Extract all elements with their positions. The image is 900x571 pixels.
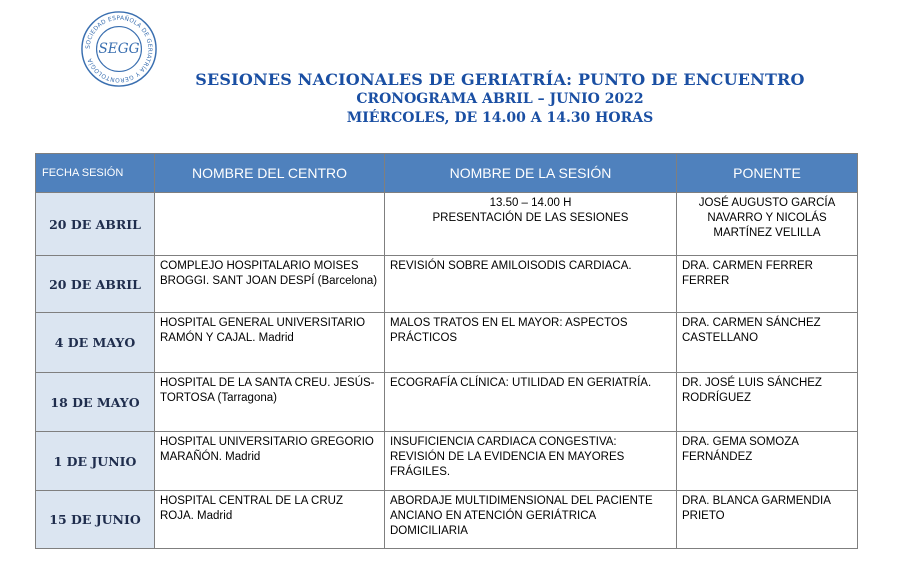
schedule-table: [35, 153, 858, 549]
session-date: 15 DE JUNIO: [36, 491, 155, 549]
session-date: 1 DE JUNIO: [36, 432, 155, 491]
speaker-name: JOSÉ AUGUSTO GARCÍA NAVARRO Y NICOLÁS MARTÍNEZ VELILLA: [677, 193, 858, 256]
table-row: [36, 373, 858, 432]
center-name: HOSPITAL CENTRAL DE LA CRUZ ROJA. Madrid: [155, 491, 385, 549]
session-date: 4 DE MAYO: [36, 313, 155, 373]
logo-ring-text: SOCIEDAD ESPAÑOLA DE GERIATRÍA Y GERONTOLOGÍA: [85, 15, 153, 83]
session-name: ECOGRAFÍA CLÍNICA: UTILIDAD EN GERIATRÍA.: [385, 373, 677, 432]
center-name: HOSPITAL DE LA SANTA CREU. JESÚS-TORTOSA (Tarragona): [155, 373, 385, 432]
session-name: INSUFICIENCIA CARDIACA CONGESTIVA: REVISIÓN DE LA EVIDENCIA EN MAYORES FRÁGILES.: [385, 432, 677, 491]
column-header-session: NOMBRE DE LA SESIÓN: [385, 154, 677, 193]
session-date: 18 DE MAYO: [36, 373, 155, 432]
table-row: [36, 256, 858, 313]
session-name: REVISIÓN SOBRE AMILOISODIS CARDIACA.: [385, 256, 677, 313]
session-date: 20 DE ABRIL: [36, 256, 155, 313]
column-header-speaker: PONENTE: [677, 154, 858, 193]
page-title: SESIONES NACIONALES DE GERIATRÍA: PUNTO DE ENCUENTRO: [195, 70, 805, 89]
center-name: COMPLEJO HOSPITALARIO MOISES BROGGI. SANT JOAN DESPÍ (Barcelona): [155, 256, 385, 313]
table-row: [36, 313, 858, 373]
center-name: [155, 193, 385, 256]
page-subtitle: CRONOGRAMA ABRIL – JUNIO 2022: [356, 91, 644, 107]
speaker-name: DRA. GEMA SOMOZA FERNÁNDEZ: [677, 432, 858, 491]
center-name: HOSPITAL GENERAL UNIVERSITARIO RAMÓN Y CAJAL. Madrid: [155, 313, 385, 373]
column-header-center: NOMBRE DEL CENTRO: [155, 154, 385, 193]
session-title: PRESENTACIÓN DE LAS SESIONES: [432, 212, 629, 224]
schedule-info: MIÉRCOLES, DE 14.00 A 14.30 HORAS: [346, 110, 654, 126]
table-row: [36, 432, 858, 491]
speaker-name: DRA. CARMEN FERRER FERRER: [677, 256, 858, 313]
header: [150, 70, 850, 128]
center-name: HOSPITAL UNIVERSITARIO GREGORIO MARAÑÓN. Madrid: [155, 432, 385, 491]
session-name: MALOS TRATOS EN EL MAYOR: ASPECTOS PRÁCTICOS: [385, 313, 677, 373]
table-row: [36, 193, 858, 256]
session-time: 13.50 – 14.00 H: [489, 197, 572, 209]
table-row: [36, 491, 858, 549]
session-name: [385, 193, 677, 256]
table-header-row: [36, 154, 858, 193]
speaker-name: DRA. BLANCA GARMENDIA PRIETO: [677, 491, 858, 549]
segg-logo: [80, 10, 158, 88]
logo-monogram: SEGG: [98, 40, 140, 57]
speaker-name: DRA. CARMEN SÁNCHEZ CASTELLANO: [677, 313, 858, 373]
session-name: ABORDAJE MULTIDIMENSIONAL DEL PACIENTE ANCIANO EN ATENCIÓN GERIÁTRICA DOMICILIARIA: [385, 491, 677, 549]
session-date: 20 DE ABRIL: [36, 193, 155, 256]
column-header-date: FECHA SESIÓN: [36, 154, 155, 193]
speaker-name: DR. JOSÉ LUIS SÁNCHEZ RODRÍGUEZ: [677, 373, 858, 432]
